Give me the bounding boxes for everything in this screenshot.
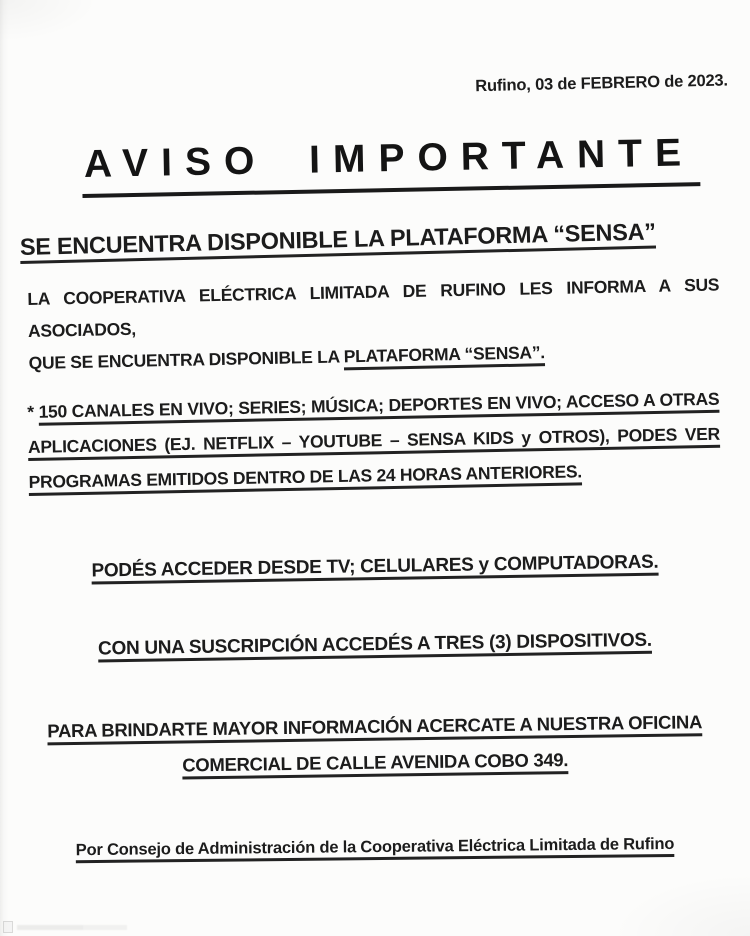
scanner-watermark [3,921,127,933]
office-line-1-text: PARA BRINDARTE MAYOR INFORMACIÓN ACERCATE A NUESTRA OFICINA [47,711,703,742]
features-paragraph [27,382,721,500]
intro-line-2-underlined: PLATAFORMA “SENSA”. [343,342,545,367]
signature-line [0,834,750,861]
notice-title [81,130,750,198]
signature-text: Por Consejo de Administración de la Cooperativa Eléctrica Limitada de Rufino [75,834,675,860]
office-line-2-text: COMERCIAL DE CALLE AVENIDA COBO 349. [182,749,569,776]
date-line: Rufino, 03 de FEBRERO de 2023. [475,71,729,96]
subscription-statement [0,628,750,662]
features-line-3-text: PROGRAMAS EMITIDOS DENTRO DE LAS 24 HORAS ANTERIORES. [28,461,582,492]
scanner-watermark-blur [17,925,127,930]
headline [20,216,750,261]
notice-title-text: AVISO IMPORTANTE [81,131,700,198]
intro-line-2-plain: QUE SE ENCUENTRA DISPONIBLE LA [28,346,344,373]
features-line-1-text: 150 CANALES EN VIVO; SERIES; MÚSICA; DEPORTES EN VIVO; ACCESO A OTRAS [38,388,720,422]
subscription-statement-text: CON UNA SUSCRIPCIÓN ACCEDÉS A TRES (3) DISPOSITIVOS. [97,629,652,660]
intro-line-1: LA COOPERATIVA ELÉCTRICA LIMITADA DE RUFINO LES INFORMA A SUS ASOCIADOS, [27,274,720,341]
features-line-2-text: APLICACIONES (EJ. NETFLIX – YOUTUBE – SENSA KIDS y OTROS), PODES VER [27,423,721,457]
intro-paragraph [27,269,721,379]
bullet-asterisk: * [27,401,35,423]
headline-text: SE ENCUENTRA DISPONIBLE LA PLATAFORMA “SENSA” [19,218,656,260]
office-paragraph [0,704,750,786]
access-statement-text: PODÉS ACCEDER DESDE TV; CELULARES y COMPUTADORAS. [91,551,659,582]
scanner-app-icon [3,921,13,933]
access-statement [0,550,750,584]
